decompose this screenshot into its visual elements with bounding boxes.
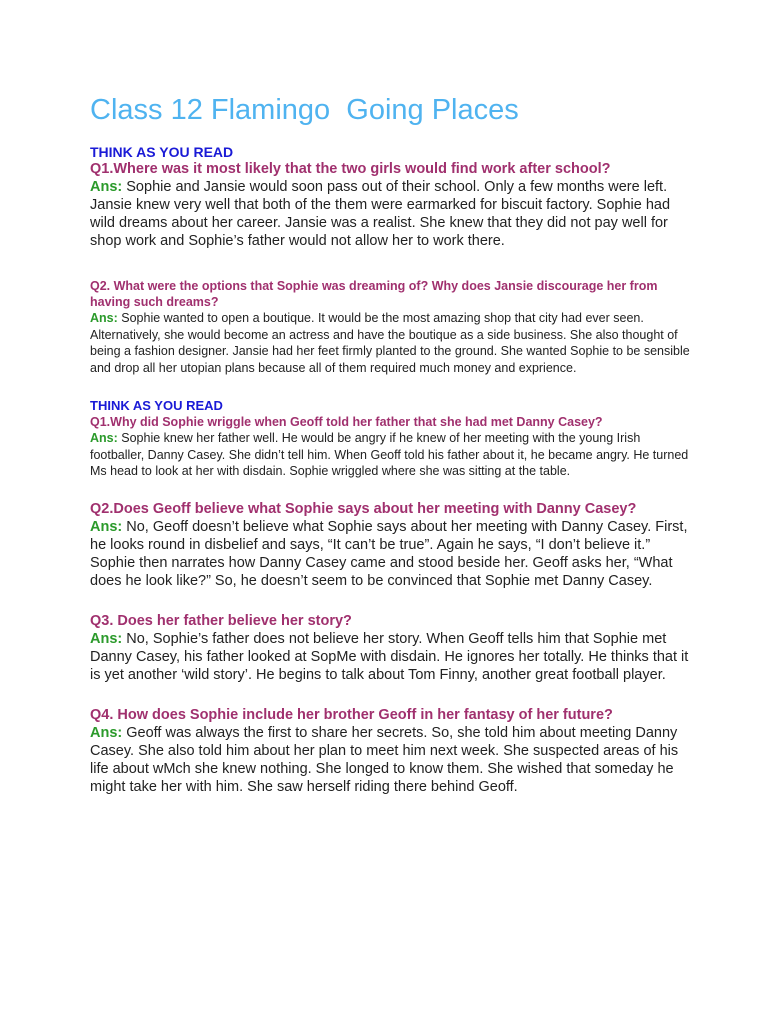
question: Q3. Does her father believe her story? (90, 612, 352, 629)
question: Q2. What were the options that Sophie was dreaming of? Why does Jansie discourage her from having such dreams? (90, 279, 658, 309)
answer (90, 518, 690, 590)
qa-block (90, 500, 690, 590)
qa-block (90, 278, 690, 376)
question: Q4. How does Sophie include her brother Geoff in her fantasy of her future? (90, 706, 613, 723)
section-1-small (90, 278, 690, 376)
answer-label: Ans: (90, 630, 123, 647)
answer-label: Ans: (90, 179, 123, 195)
question: Q1.Why did Sophie wriggle when Geoff told her father that she had met Danny Casey? (90, 415, 603, 429)
question: Q1.Where was it most likely that the two girls would find work after school? (90, 161, 611, 177)
answer-text: No, Sophie’s father does not believe her story. When Geoff tells him that Sophie met Danny Casey, his father looked at SopMe with disdain. He ignores her totally. He thinks that it is yet another ‘wild story’. He begins to talk about Tom Finny, another great football player. (90, 630, 689, 683)
answer-label: Ans: (90, 724, 123, 741)
page-title: Class 12 Flamingo Going Places (90, 94, 519, 126)
qa-block (90, 612, 690, 684)
document-page (90, 92, 690, 818)
answer (90, 724, 690, 796)
section-2-big (90, 500, 690, 796)
section-2 (90, 398, 690, 480)
answer-label: Ans: (90, 518, 123, 535)
question: Q2.Does Geoff believe what Sophie says about her meeting with Danny Casey? (90, 500, 637, 517)
answer-text: Geoff was always the first to share her secrets. So, she told him about meeting Danny Casey. She also told him about her plan to meet him next week. She suspected areas of his life about wMch she knew nothing. She longed to know them. She wished that someday he might take her with him. She saw herself riding there behind Geoff. (90, 724, 679, 795)
answer-text: Sophie wanted to open a boutique. It would be the most amazing shop that city had ever seen. Alternatively, she would become an actress and have the boutique as a side business. She also thought of being a fashion designer. Jansie had her feet firmly planted to the ground. She wanted Sophie to be sensible and drop all her utopian plans because all of them required much money and exprience. (90, 311, 690, 375)
answer-text: No, Geoff doesn’t believe what Sophie says about her meeting with Danny Casey. First, he looks round in disbelief and says, “It can’t be true”. Again he says, “I don’t believe it.” Sophie then narrates how Danny Casey came and stood beside her. Geoff asks her, “What does he look like?” So, he doesn’t seem to be convinced that Sophie met Danny Casey. (90, 518, 688, 589)
qa-block (90, 160, 690, 250)
answer-label: Ans: (90, 431, 118, 445)
answer-text: Sophie and Jansie would soon pass out of their school. Only a few months were left. Jansie knew very well that both of the them were earmarked for biscuit factory. Sophie had wild dreams about her career. Jansie was a realist. She knew that they did not pay well for shop work and Sophie’s father would not allow her to work there. (90, 179, 671, 249)
answer (90, 178, 690, 250)
answer-label: Ans: (90, 311, 118, 325)
answer-text: Sophie knew her father well. He would be angry if he knew of her meeting with the young Irish footballer, Danny Casey. She didn’t tell him. When Geoff told his father about it, he became angry. He turned Ms head to look at her with disdain. Sophie wriggled where she was sitting at the table. (90, 431, 689, 478)
section-heading: THINK AS YOU READ (90, 144, 234, 160)
section-heading: THINK AS YOU READ (90, 398, 223, 413)
qa-block (90, 706, 690, 796)
qa-block (90, 414, 690, 480)
answer (90, 430, 690, 480)
answer (90, 630, 690, 684)
answer (90, 310, 690, 376)
section-1 (90, 144, 690, 250)
